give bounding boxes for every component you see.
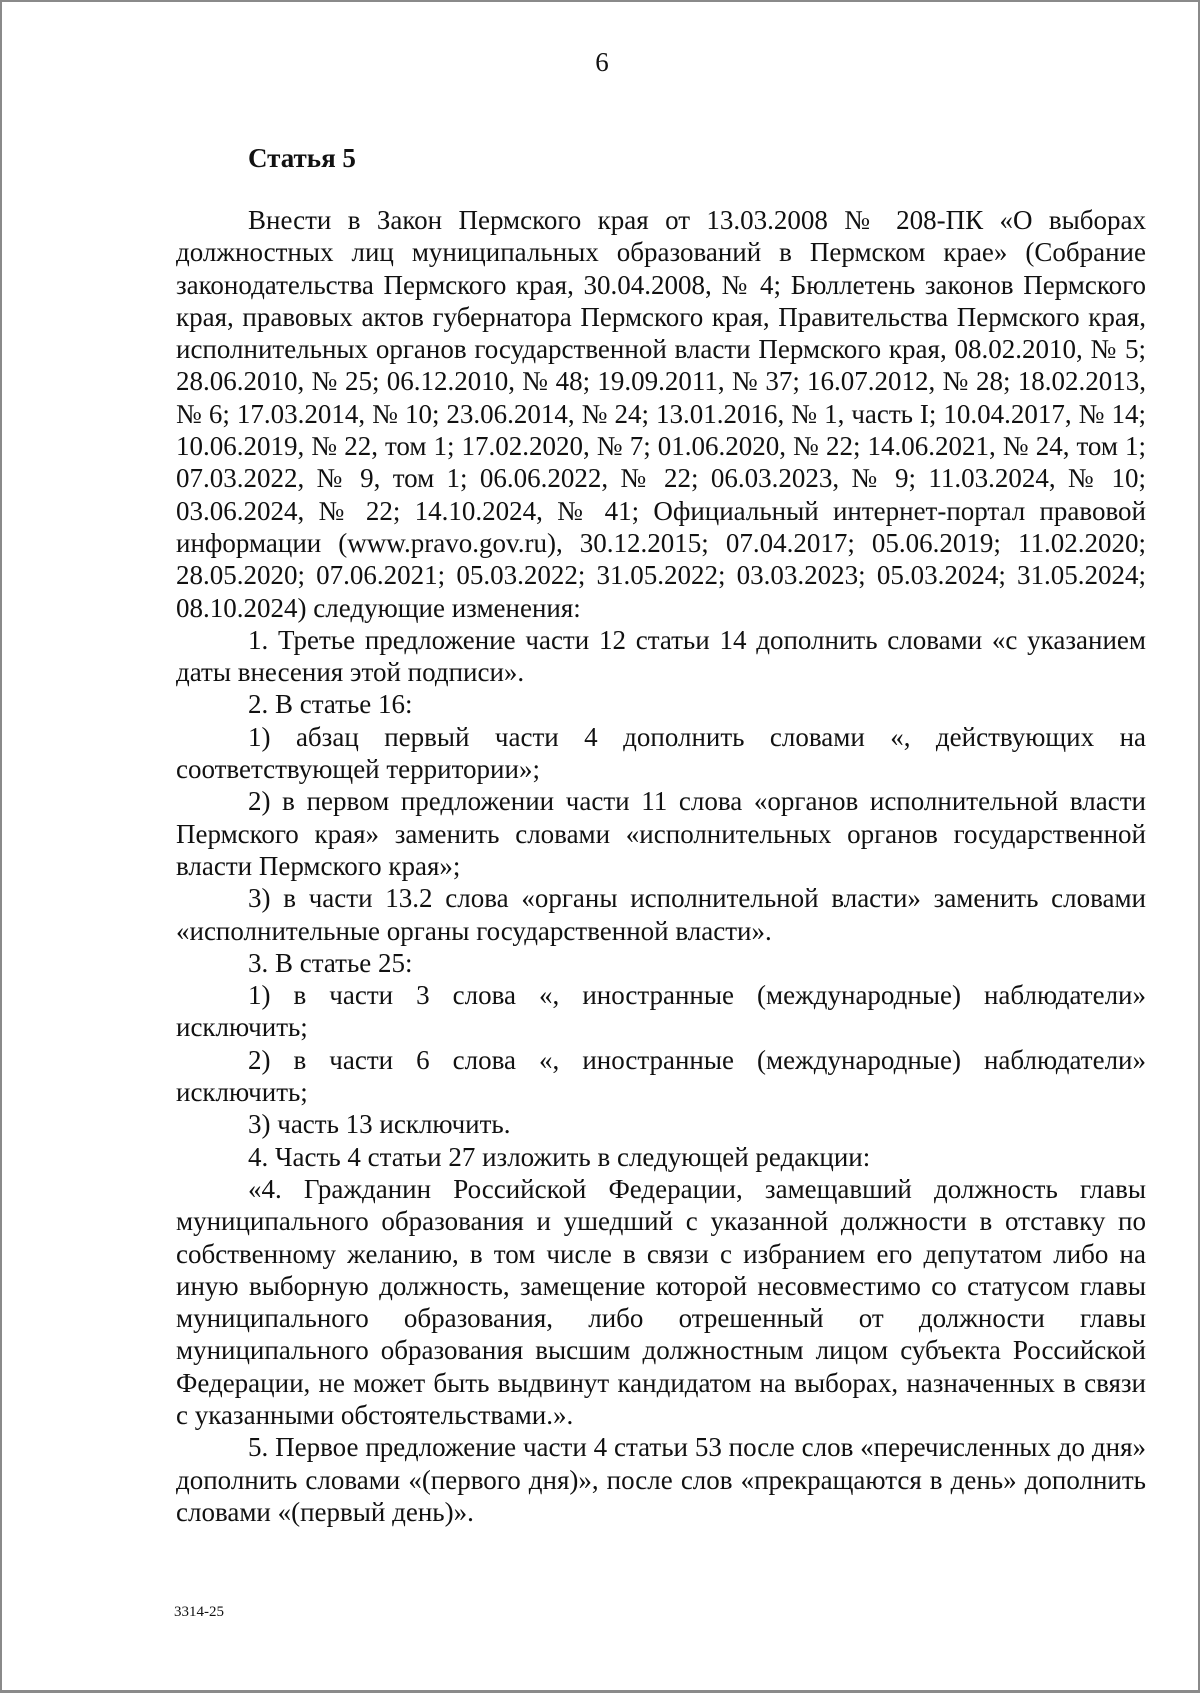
paragraph-item-3-3: 3) часть 13 исключить. <box>248 1109 511 1140</box>
paragraph-item-2-1: 1) абзац первый части 4 дополнить словами «, действующих на соответствующей территории»; <box>176 721 1146 785</box>
article-heading: Статья 5 <box>248 143 356 173</box>
page-number: 6 <box>595 47 609 77</box>
paragraph-item-1: 1. Третье предложение части 12 статьи 14 дополнить словами «с указанием даты внесения этой подписи». <box>176 624 1146 688</box>
document-code: 3314-25 <box>174 1604 224 1620</box>
paragraph-item-3-2: 2) в части 6 слова «, иностранные (международные) наблюдатели» исключить; <box>176 1044 1146 1108</box>
paragraph-item-3-1: 1) в части 3 слова «, иностранные (международные) наблюдатели» исключить; <box>176 980 1146 1043</box>
article-body <box>176 204 1146 1528</box>
paragraph-item-4: 4. Часть 4 статьи 27 изложить в следующей редакции: <box>248 1141 871 1172</box>
paragraph-item-5: 5. Первое предложение части 4 статьи 53 после слов «перечисленных до дня» дополнить словами «(первого дня)», после слов «прекращаются в день» дополнить словами «(первый день)». <box>176 1432 1146 1527</box>
paragraph-item-2: 2. В статье 16: <box>248 689 413 720</box>
paragraph-item-2-3: 3) в части 13.2 слова «органы исполнительной власти» заменить словами «исполнительные органы государственной власти». <box>176 883 1146 946</box>
paragraph-intro: Внести в Закон Пермского края от 13.03.2008 № 208-ПК «О выборах должностных лиц муниципальных образований в Пермском крае» (Собрание законодательства Пермского края, 30.04.2008, № 4; Бюллетень законов Пермского края, правовых актов губернатора Пермского края, Правительства Пермского края, исполнительных органов государственной власти Пермского края, 08.02.2010, № 5; 28.06.2010, № 25; 06.12.2010, № 48; 19.09.2011, № 37; 16.07.2012, № 28; 18.02.2013, № 6; 17.03.2014, № 10; 23.06.2014, № 24; 13.01.2016, № 1, часть I; 10.04.2017, № 14; 10.06.2019, № 22, том 1; 17.02.2020, № 7; 01.06.2020, № 22; 14.06.2021, № 24, том 1; 07.03.2022, № 9, том 1; 06.06.2022, № 22; 06.03.2023, № 9; 11.03.2024, № 10; 03.06.2024, № 22; 14.10.2024, № 41; Официальный интернет-портал правовой информации (www.pravo.gov.ru), 30.12.2015; 07.04.2017; 05.06.2019; 11.02.2020; 28.05.2020; 07.06.2021; 05.03.2022; 31.05.2022; 03.03.2023; 05.03.2024; 31.05.2024; 08.10.2024) следующие изменения: <box>176 205 1146 623</box>
paragraph-item-3: 3. В статье 25: <box>248 947 413 978</box>
paragraph-item-4-quote: «4. Гражданин Российской Федерации, замещавший должность главы муниципального образования и ушедший с указанной должности в отставку по собственному желанию, в том числе в связи с избранием его депутатом либо на иную выборную должность, замещение которой несовместимо со статусом главы муниципального образования, либо отрешенный от должности главы муниципального образования высшим должностным лицом субъекта Российской Федерации, не может быть выдвинут кандидатом на выборах, назначенных в связи с указанными обстоятельствами.». <box>176 1173 1146 1430</box>
paragraph-item-2-2: 2) в первом предложении части 11 слова «органов исполнительной власти Пермского края» заменить словами «исполнительных органов государственной власти Пермского края»; <box>176 786 1146 881</box>
